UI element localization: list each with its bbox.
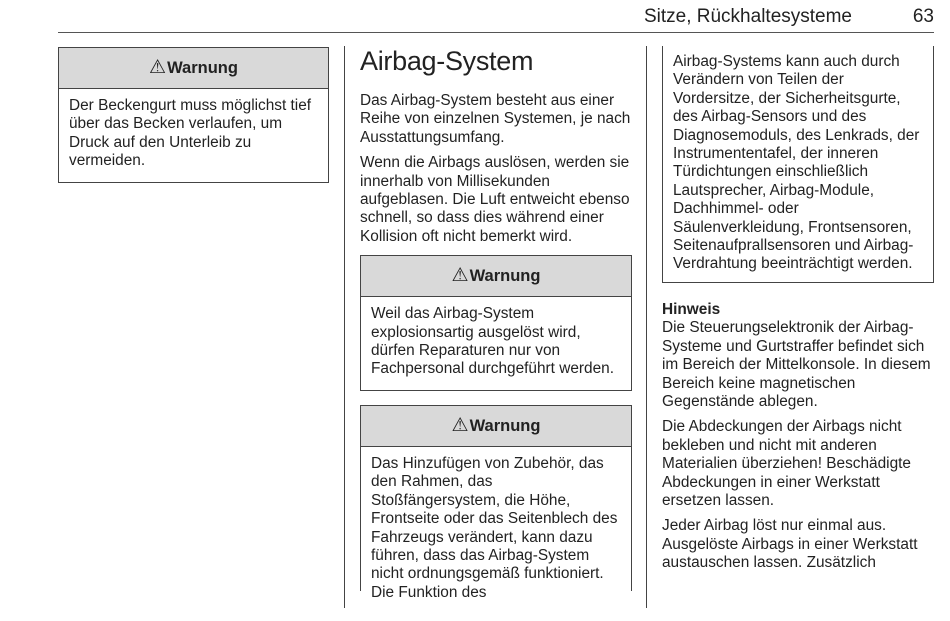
- warning-text: Weil das Airbag-System explosionsartig ausgelöst wird, dürfen Reparaturen nur von Fachpersonal durchgeführt werden.: [371, 305, 614, 378]
- warning-box: [360, 255, 632, 391]
- warning-box-continued: Airbag-Systems kann auch durch Verändern von Teilen der Vordersitze, der Sicherheitsgurte, des Airbag-Sensors und des Diagnosemoduls, des Lenkrads, der Instrumententafel, der inneren Türdichtungen einschließlich Lautsprecher, Airbag-Module, Dachhimmel- oder Säulenverkleidung, Frontsensoren, Seitenaufprallsensoren und Airbag-Verdrahtung beeinträchtigt werden.: [662, 46, 934, 283]
- warning-title: Warnung: [167, 58, 238, 77]
- warning-box: [360, 405, 632, 601]
- page-number: 63: [912, 6, 934, 27]
- warning-text: Der Beckengurt muss möglichst tief über das Becken verlaufen, um Druck auf den Unterleib zu vermeiden.: [69, 97, 312, 170]
- paragraph: Wenn die Airbags auslösen, werden sie innerhalb von Millisekunden aufgeblasen. Die Luft entweicht ebenso schnell, so dass dies während einer Kollision oft nicht bemerkt wird.: [360, 154, 630, 245]
- paragraph: Das Airbag-System besteht aus einer Reihe von einzelnen Systemen, je nach Ausstattungsumfang.: [360, 92, 631, 146]
- column-left: [58, 47, 329, 183]
- section-heading: Airbag-System: [360, 46, 534, 76]
- warning-triangle-icon: ⚠: [149, 56, 167, 78]
- note-label: Hinweis: [662, 300, 721, 318]
- warning-box: [58, 47, 329, 183]
- note-block: [662, 301, 934, 411]
- column-divider: [344, 46, 345, 608]
- page-header: [58, 0, 934, 33]
- warning-header: [361, 406, 631, 447]
- warning-triangle-icon: ⚠: [451, 414, 469, 436]
- warning-title: Warnung: [469, 416, 541, 435]
- warning-triangle-icon: ⚠: [451, 265, 469, 287]
- warning-header: [361, 256, 631, 297]
- column-right: [662, 46, 934, 580]
- section-title: Sitze, Rückhaltesysteme: [643, 6, 852, 27]
- warning-title: Warnung: [469, 267, 541, 286]
- warning-text: Das Hinzufügen von Zubehör, das den Rahmen, das Stoßfängersystem, die Höhe, Frontseite oder das Seitenblech des Fahrzeugs verändert, kann dazu führen, dass das Airbag-System nicht ordnungsgemäß funktioniert. Die Funktion des: [371, 454, 618, 601]
- column-divider: [646, 46, 647, 608]
- paragraph: Die Abdeckungen der Airbags nicht bekleben und nicht mit anderen Materialien überziehen! Beschädigte Abdeckungen in einer Werkstatt ersetzen lassen.: [662, 418, 911, 509]
- note-text: Die Steuerungselektronik der Airbag-Systeme und Gurtstraffer befindet sich im Bereich der Mittelkonsole. In diesem Bereich keine magnetischen Gegenstände ablegen.: [662, 319, 931, 410]
- paragraph: Jeder Airbag löst nur einmal aus. Ausgelöste Airbags in einer Werkstatt austauschen lassen. Zusätzlich: [662, 517, 918, 572]
- warning-header: [59, 48, 328, 89]
- column-middle: [360, 46, 632, 601]
